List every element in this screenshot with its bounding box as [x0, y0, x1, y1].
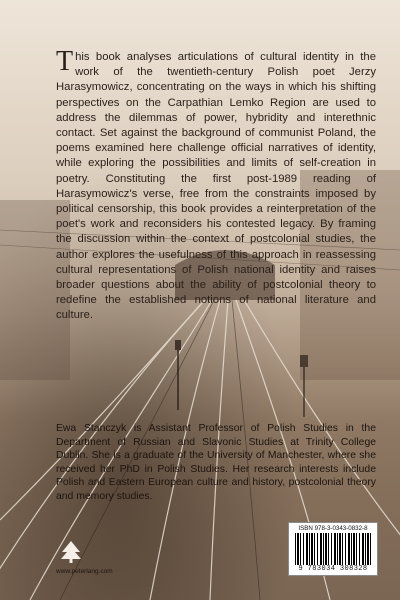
isbn-text: ISBN 978-3-0343-0832-8 [298, 525, 368, 532]
isbn-barcode-box [288, 522, 378, 576]
publisher-tree-logo-icon [58, 540, 84, 564]
publisher-url: www.peterlang.com [56, 568, 113, 575]
blurb-text: This book analyses articulations of cultural identity in the work of the twentieth-century Polish poet Jerzy Harasymowicz, concentrating on the ways in which his shifting perspectives on the Carpathian Lemko Region are used to address the dilemmas of power, hybridity and interethnic contact. Set against the background of communist Poland, the poems examined here challenge official narratives of identity, while exploring the possibilities and limits of self-creation in poetry. Constituting the first post-1989 reading of Harasymowicz's verse, free from the constraints imposed by political censorship, this book provides a reinterpretation of the poet's work and reconsiders his contested legacy. By framing the discussion within the context of postcolonial studies, the author explores the usefulness of this approach in reassessing cultural representations of Polish national identity and raises broader questions about the ability of postcolonial theory to redefine the established notions of national literature and culture. [56, 46, 376, 322]
barcode-digits: 9 783034 308328 [298, 565, 368, 573]
author-bio: Ewa Stanczyk is Assistant Professor of Polish Studies in the Department of Russian and Slavonic Studies at Trinity College Dublin. She is a graduate of the University of Manchester, where she received her PhD in Polish Studies. Her research interests include Polish and Eastern European culture and history, postcolonial theory and memory studies. [56, 423, 376, 502]
barcode [295, 533, 371, 565]
